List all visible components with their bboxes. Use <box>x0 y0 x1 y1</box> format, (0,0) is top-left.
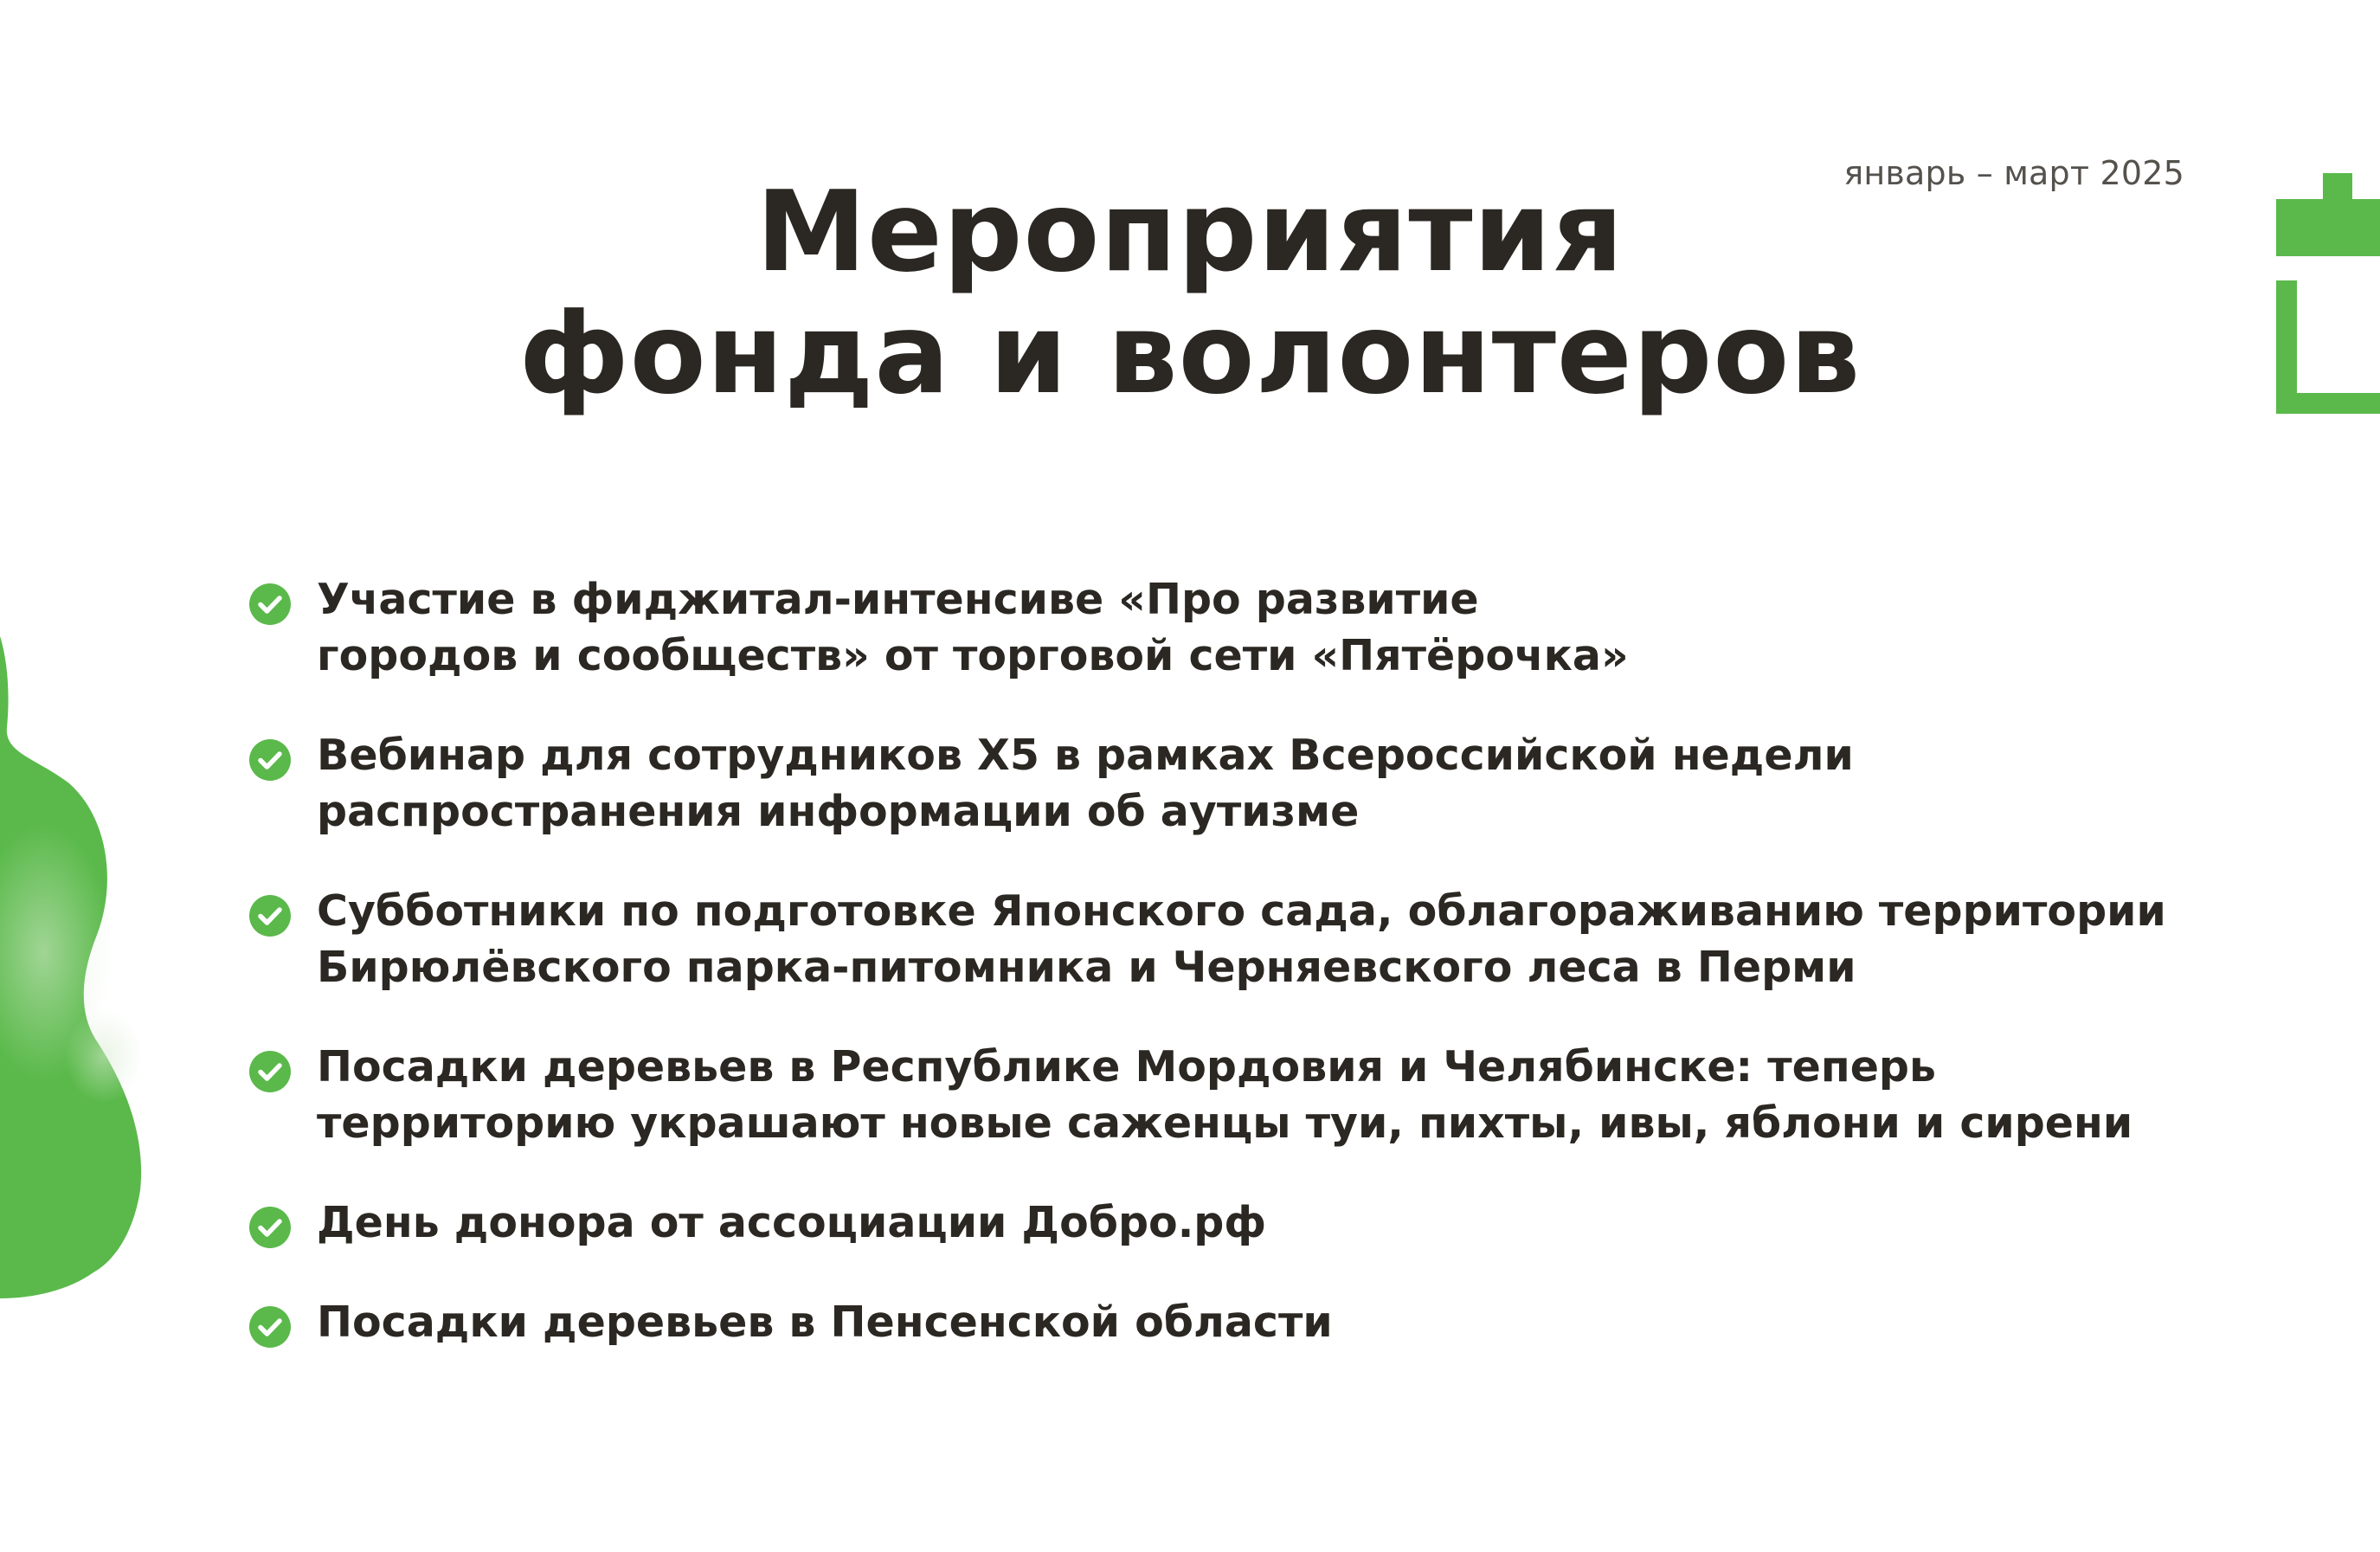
check-circle-icon <box>249 583 291 625</box>
page-title <box>0 168 2380 419</box>
title-line-2: фонда и волонтеров <box>518 290 1862 419</box>
event-text-line-1: Посадки деревьев в Республике Мордовия и Челябинске: теперь <box>317 1042 1936 1092</box>
list-item <box>249 1195 2171 1251</box>
period-label: январь – март 2025 <box>1843 154 2184 192</box>
event-text-line-2: городов и сообществ» от торговой сети «Пятёрочка» <box>317 631 1629 680</box>
list-item <box>249 727 2171 840</box>
event-text-line-1: Посадки деревьев в Пенсенской области <box>317 1298 1333 1347</box>
event-text-line-1: Субботники по подготовке Японского сада, облагораживанию территории <box>317 886 2166 936</box>
event-text-line-1: Участие в фиджитал-интенсиве «Про развитие <box>317 575 1479 624</box>
list-item <box>249 1294 2171 1350</box>
list-item <box>249 883 2171 995</box>
event-text-line-2: Бирюлёвского парка-питомника и Черняевского леса в Перми <box>317 943 1856 992</box>
event-text-line-2: территорию украшают новые саженцы туи, пихты, ивы, яблони и сирени <box>317 1098 2133 1148</box>
event-text-line-1: Вебинар для сотрудников X5 в рамках Всероссийской недели <box>317 731 1854 780</box>
event-text-line-1: День донора от ассоциации Добро.рф <box>317 1198 1266 1247</box>
check-circle-icon <box>249 1051 291 1092</box>
check-circle-icon <box>249 739 291 781</box>
check-circle-icon <box>249 895 291 937</box>
check-circle-icon <box>249 1207 291 1248</box>
title-line-1: Мероприятия <box>756 168 1624 297</box>
list-item <box>249 571 2171 684</box>
check-circle-icon <box>249 1306 291 1348</box>
list-item <box>249 1039 2171 1151</box>
event-text-line-2: распространения информации об аутизме <box>317 787 1360 836</box>
events-list <box>249 571 2171 1350</box>
